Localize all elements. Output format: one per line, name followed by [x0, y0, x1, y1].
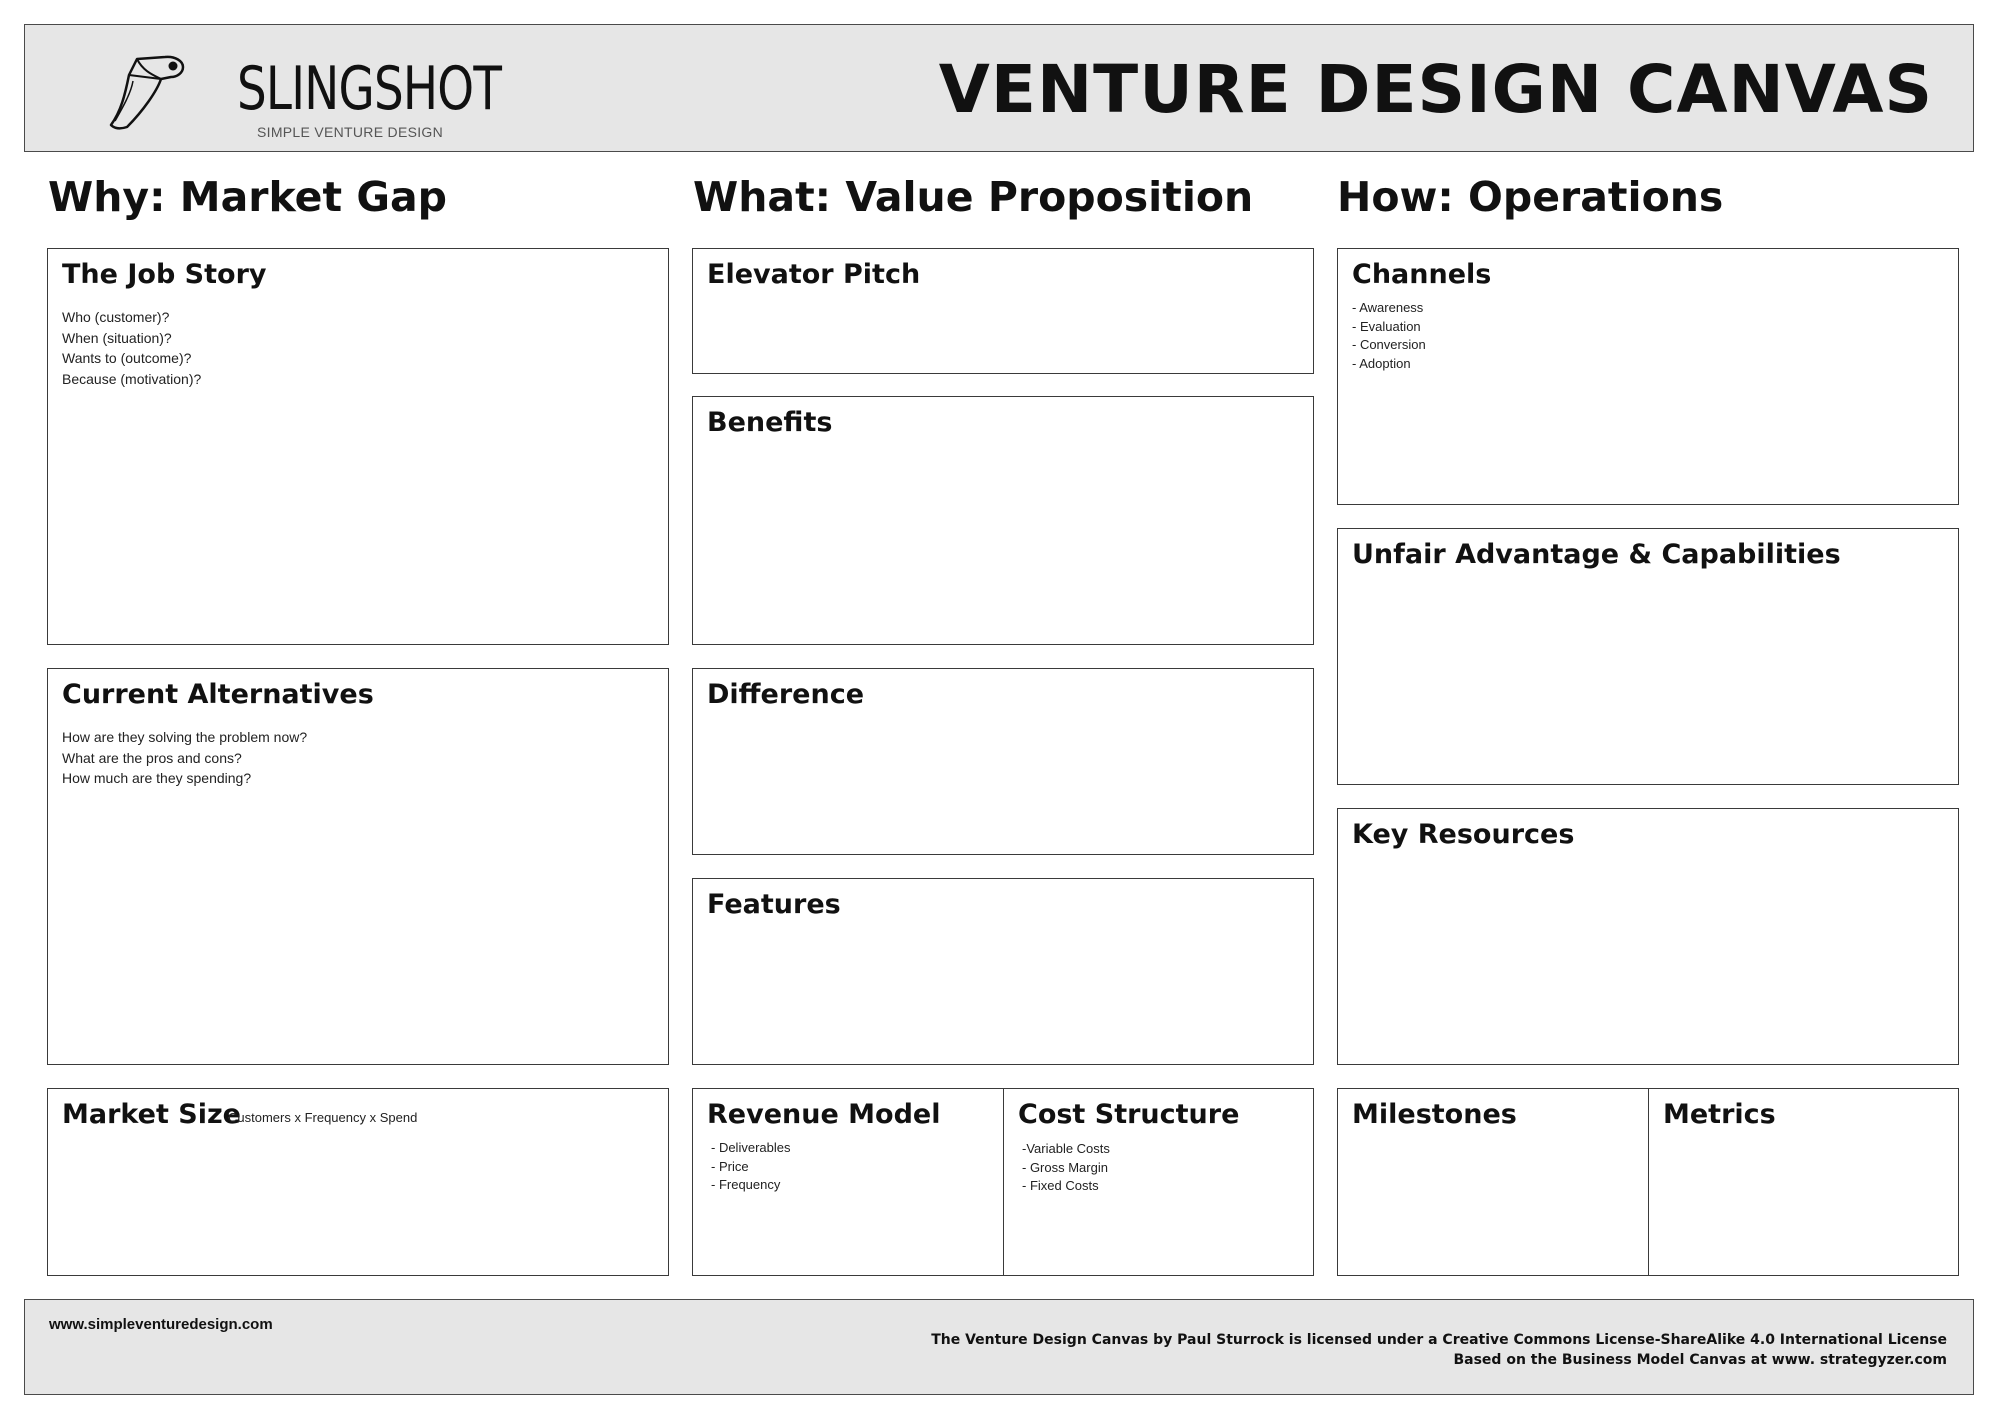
channels-box[interactable]: [1337, 248, 1959, 505]
current-alternatives-prompts: [62, 727, 307, 789]
unfair-advantage-title: Unfair Advantage & Capabilities: [1352, 539, 1841, 570]
footer-bar: [24, 1299, 1974, 1395]
difference-box[interactable]: [692, 668, 1314, 855]
prompt-line: What are the pros and cons?: [62, 749, 242, 766]
milestones-metrics-box: [1337, 1088, 1959, 1276]
channels-prompts: [1352, 299, 1426, 373]
prompt-line: - Conversion: [1352, 337, 1426, 352]
revenue-cost-box: [692, 1088, 1314, 1276]
cost-structure-prompts: [1022, 1140, 1110, 1196]
job-story-prompts: [62, 307, 201, 389]
page-title: VENTURE DESIGN CANVAS: [938, 51, 1933, 128]
header-bar: [24, 24, 1974, 152]
elevator-pitch-box[interactable]: [692, 248, 1314, 374]
slingshot-logo: [77, 45, 502, 141]
key-resources-box[interactable]: [1337, 808, 1959, 1065]
column-title-what: What: Value Proposition: [693, 173, 1254, 221]
cost-structure-cell[interactable]: [1004, 1089, 1314, 1275]
current-alternatives-box[interactable]: [47, 668, 669, 1065]
footer-license-text: [931, 1330, 1947, 1370]
key-resources-title: Key Resources: [1352, 819, 1575, 850]
revenue-model-prompts: [711, 1139, 790, 1195]
revenue-model-cell[interactable]: [693, 1089, 1003, 1275]
features-title: Features: [707, 889, 841, 920]
footer-website-link[interactable]: www.simpleventuredesign.com: [49, 1316, 273, 1333]
milestones-cell[interactable]: [1338, 1089, 1648, 1275]
prompt-line: When (situation)?: [62, 329, 172, 346]
prompt-line: Wants to (outcome)?: [62, 350, 192, 366]
prompt-line: How much are they spending?: [62, 770, 252, 786]
prompt-line: - Awareness: [1352, 300, 1424, 315]
prompt-line: - Gross Margin: [1022, 1159, 1108, 1175]
metrics-title: Metrics: [1663, 1099, 1776, 1130]
metrics-cell[interactable]: [1649, 1089, 1959, 1275]
prompt-line: - Adoption: [1352, 355, 1411, 371]
logo-name: SLINGSHOT: [237, 54, 502, 124]
prompt-line: -Variable Costs: [1022, 1141, 1110, 1156]
unfair-advantage-box[interactable]: [1337, 528, 1959, 785]
current-alternatives-title: Current Alternatives: [62, 679, 374, 710]
license-line: The Venture Design Canvas by Paul Sturrock is licensed under a Creative Commons License-ShareAlike 4.0 International License: [931, 1332, 1947, 1348]
job-story-box[interactable]: [47, 248, 669, 645]
elevator-pitch-title: Elevator Pitch: [707, 259, 921, 290]
market-size-note: Customers x Frequency x Spend: [228, 1110, 418, 1125]
benefits-title: Benefits: [707, 407, 833, 438]
prompt-line: - Deliverables: [711, 1140, 791, 1155]
prompt-line: - Evaluation: [1352, 318, 1421, 334]
slingshot-icon: [103, 51, 189, 131]
prompt-line: Because (motivation)?: [62, 370, 202, 387]
column-title-why: Why: Market Gap: [48, 173, 448, 221]
market-size-box[interactable]: [47, 1088, 669, 1276]
features-box[interactable]: [692, 878, 1314, 1065]
prompt-line: Who (customer)?: [62, 309, 170, 325]
column-title-how: How: Operations: [1337, 173, 1724, 221]
prompt-line: - Fixed Costs: [1022, 1178, 1099, 1193]
channels-title: Channels: [1352, 259, 1492, 290]
milestones-title: Milestones: [1352, 1099, 1517, 1130]
prompt-line: - Price: [711, 1158, 749, 1174]
cost-structure-title: Cost Structure: [1018, 1099, 1240, 1130]
prompt-line: - Frequency: [711, 1177, 781, 1192]
prompt-line: How are they solving the problem now?: [62, 729, 308, 745]
difference-title: Difference: [707, 679, 865, 710]
job-story-title: The Job Story: [62, 259, 267, 290]
market-size-title: Market Size: [62, 1099, 241, 1130]
revenue-model-title: Revenue Model: [707, 1099, 941, 1130]
based-on-line: Based on the Business Model Canvas at www. strategyzer.com: [1453, 1352, 1947, 1368]
benefits-box[interactable]: [692, 396, 1314, 645]
logo-tagline: SIMPLE VENTURE DESIGN: [257, 124, 444, 140]
